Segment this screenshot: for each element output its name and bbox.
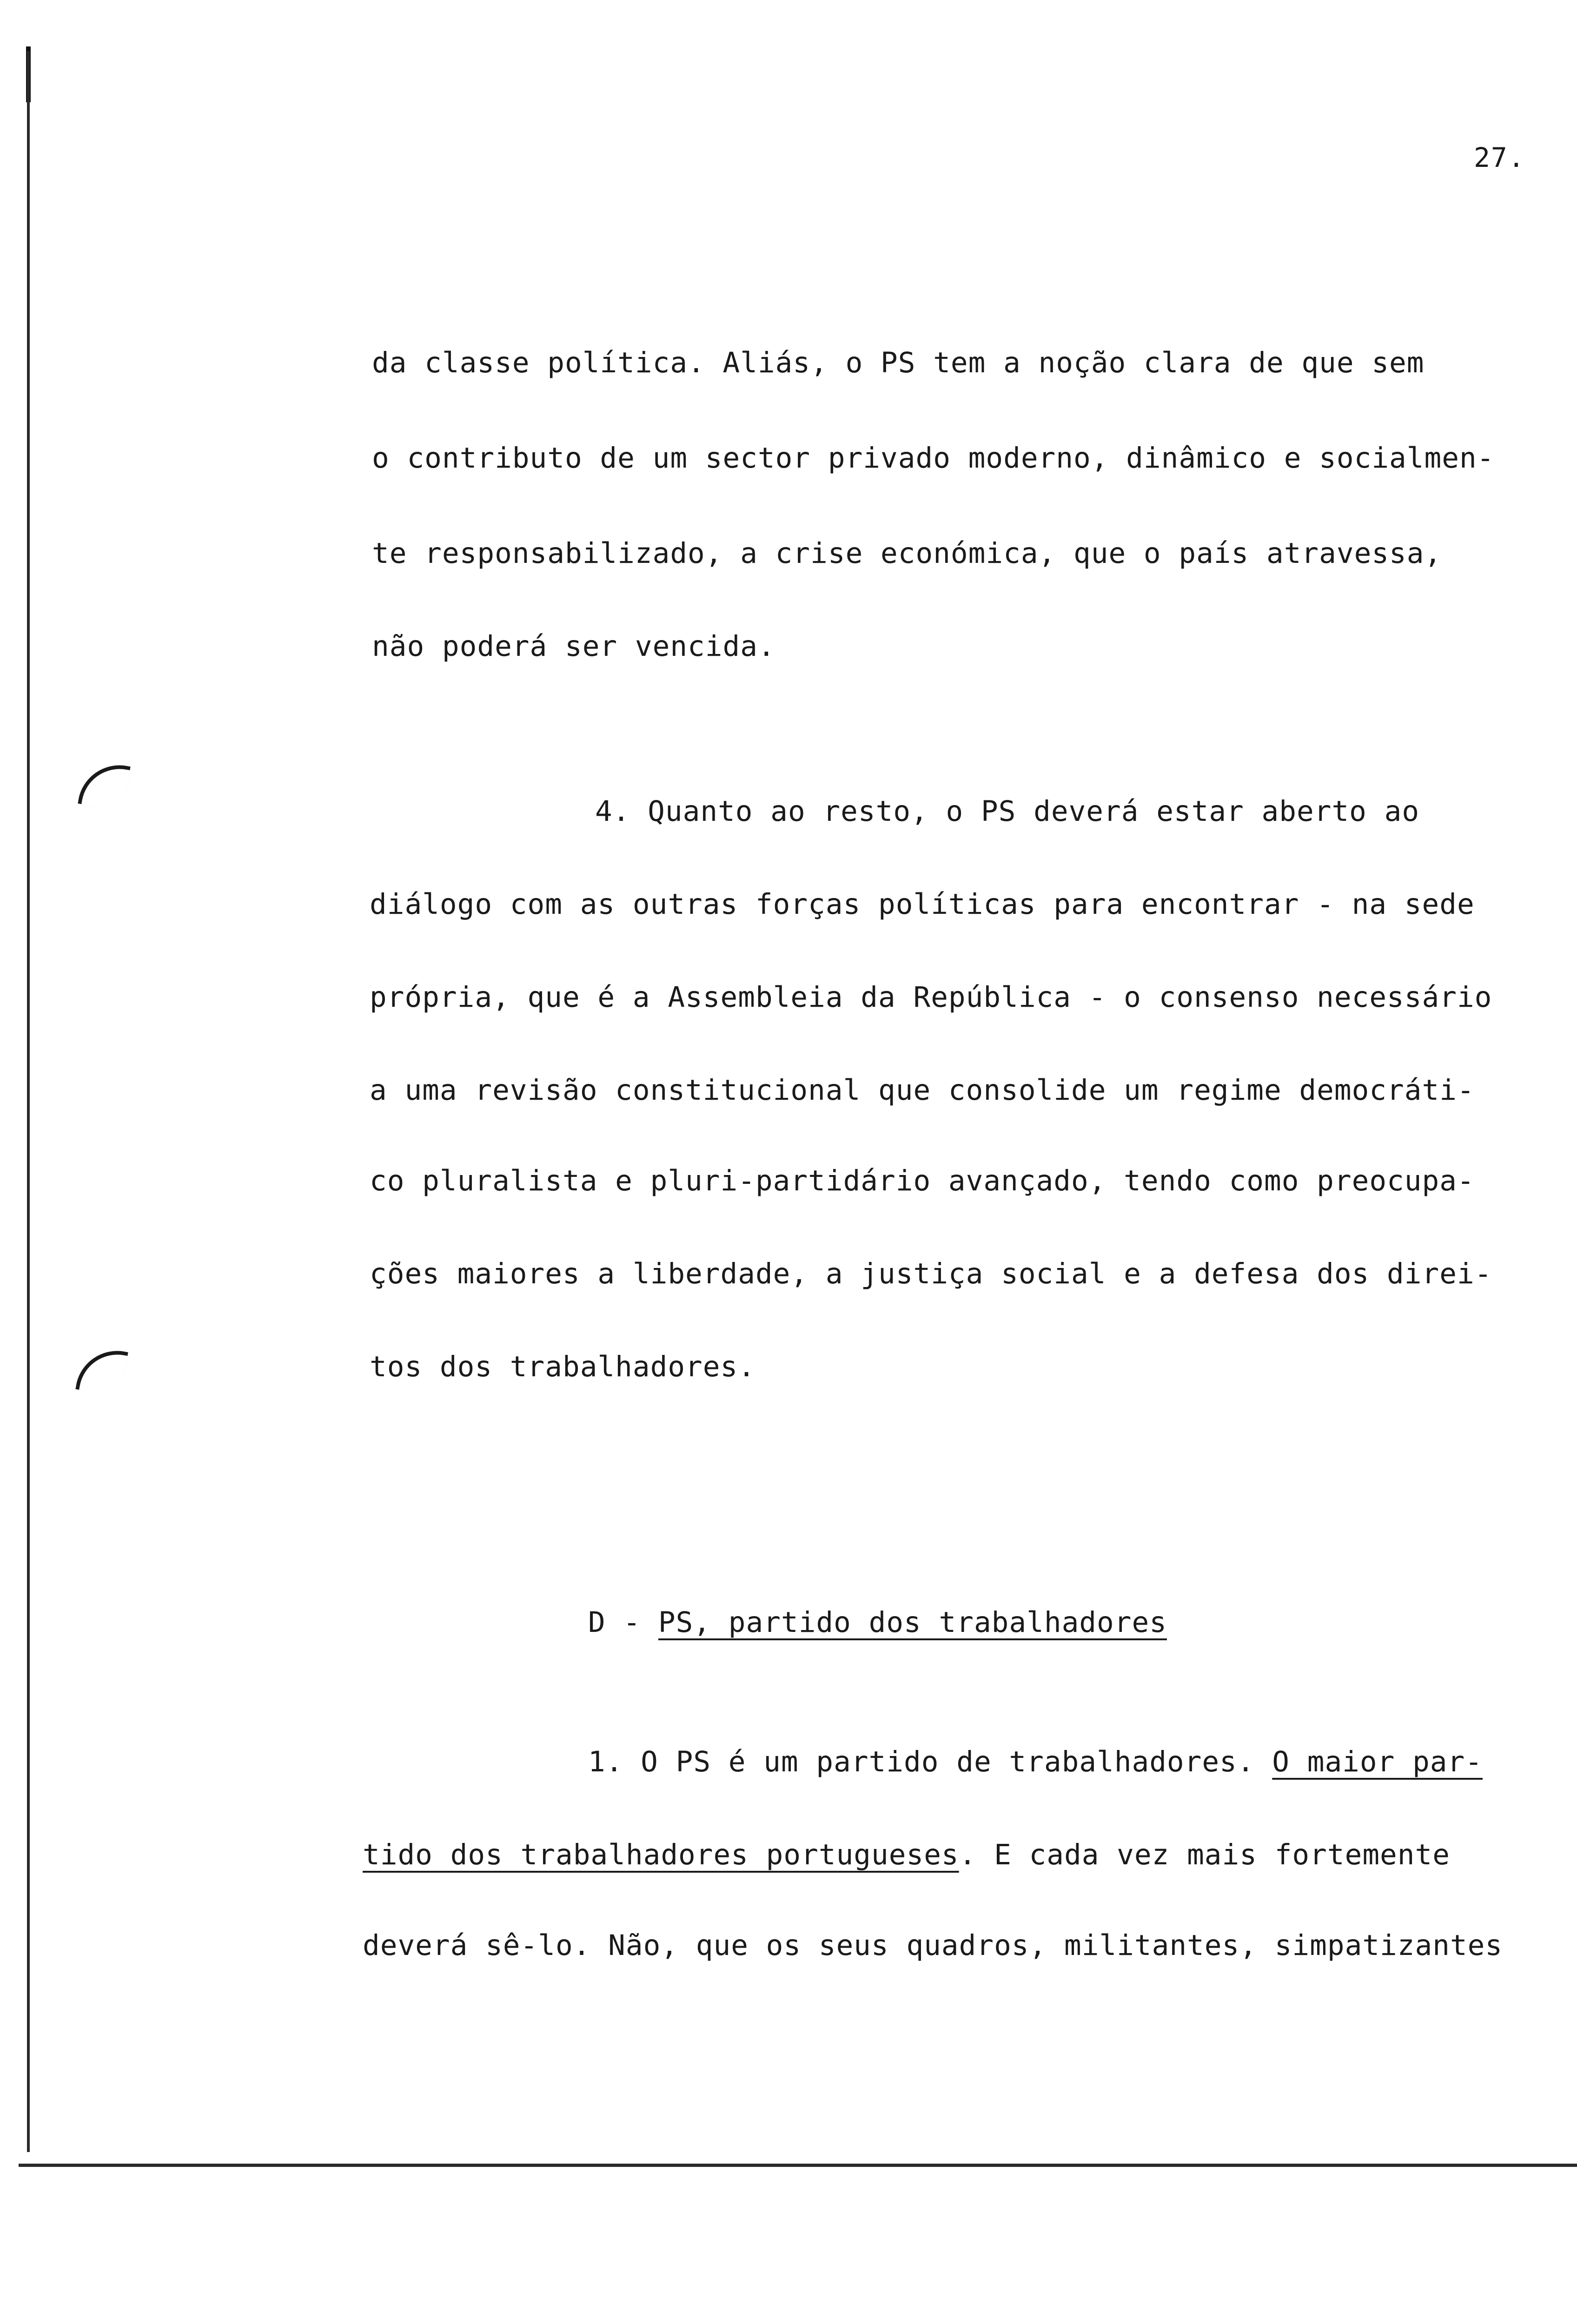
body-line: da classe política. Aliás, o PS tem a noção clara de que sem bbox=[372, 346, 1425, 379]
body-line: diálogo com as outras forças políticas para encontrar - na sede bbox=[370, 888, 1475, 921]
section-heading bbox=[588, 1606, 1167, 1639]
body-line: deverá sê-lo. Não, que os seus quadros, militantes, simpatizantes bbox=[363, 1929, 1503, 1962]
body-line: própria, que é a Assembleia da República - o consenso necessário bbox=[370, 981, 1492, 1014]
body-line bbox=[363, 1838, 1450, 1871]
bottom-rule bbox=[19, 2164, 1577, 2167]
body-line: te responsabilizado, a crise económica, que o país atravessa, bbox=[372, 537, 1442, 570]
page-number: 27. bbox=[1474, 142, 1525, 173]
body-line: a uma revisão constitucional que consolide um regime democráti- bbox=[370, 1074, 1475, 1107]
body-line: não poderá ser vencida. bbox=[372, 630, 775, 663]
body-line: co pluralista e pluri-partidário avançado, tendo como preocupa- bbox=[370, 1164, 1475, 1197]
binding-rule bbox=[27, 51, 30, 2152]
punch-hole-mark bbox=[78, 759, 131, 812]
body-line: tos dos trabalhadores. bbox=[370, 1350, 755, 1383]
body-line: ções maiores a liberdade, a justiça social e a defesa dos direi- bbox=[370, 1257, 1492, 1290]
body-line: o contributo de um sector privado moderno, dinâmico e socialmen- bbox=[372, 442, 1495, 475]
body-line bbox=[588, 1745, 1483, 1778]
body-text: . E cada vez mais fortemente bbox=[959, 1838, 1450, 1871]
punch-hole-mark bbox=[75, 1344, 128, 1397]
underlined-text: tido dos trabalhadores portugueses bbox=[363, 1838, 959, 1871]
body-line: 4. Quanto ao resto, o PS deverá estar aberto ao bbox=[595, 795, 1420, 828]
section-heading-prefix: D - bbox=[588, 1606, 658, 1639]
section-heading-title: PS, partido dos trabalhadores bbox=[658, 1606, 1167, 1639]
body-text: 1. O PS é um partido de trabalhadores. bbox=[588, 1745, 1272, 1778]
underlined-text: O maior par- bbox=[1272, 1745, 1483, 1778]
